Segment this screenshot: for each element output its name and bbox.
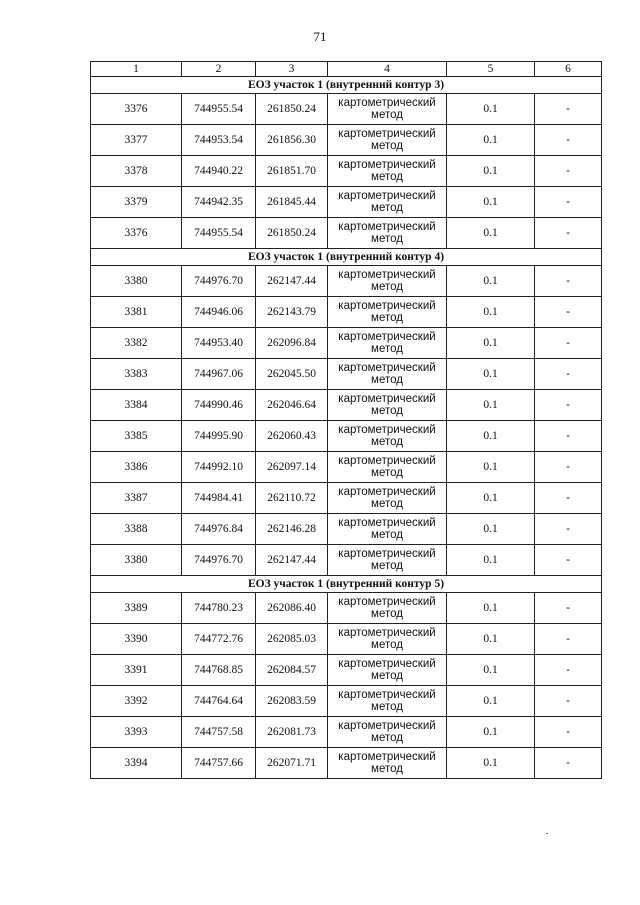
precision-cell: 0.1 <box>447 187 535 218</box>
note-cell: - <box>535 717 602 748</box>
section-title-row <box>91 576 602 593</box>
precision-cell: 0.1 <box>447 717 535 748</box>
point-number-cell: 3392 <box>91 686 182 717</box>
method-line: картометрический <box>338 331 436 343</box>
precision-cell: 0.1 <box>447 452 535 483</box>
x-coordinate-cell: 744942.35 <box>182 187 256 218</box>
x-coordinate-cell: 744953.40 <box>182 328 256 359</box>
y-coordinate-cell: 261856.30 <box>256 125 328 156</box>
method-cell <box>328 514 447 545</box>
method-cell <box>328 655 447 686</box>
precision-cell: 0.1 <box>447 125 535 156</box>
precision-cell: 0.1 <box>447 686 535 717</box>
method-line: картометрический <box>338 362 436 374</box>
y-coordinate-cell: 262071.71 <box>256 748 328 779</box>
point-number-cell: 3389 <box>91 593 182 624</box>
x-coordinate-cell: 744946.06 <box>182 297 256 328</box>
note-cell: - <box>535 156 602 187</box>
y-coordinate-cell: 261850.24 <box>256 94 328 125</box>
precision-cell: 0.1 <box>447 156 535 187</box>
table-row <box>91 390 602 421</box>
precision-cell: 0.1 <box>447 748 535 779</box>
note-cell: - <box>535 514 602 545</box>
y-coordinate-cell: 262085.03 <box>256 624 328 655</box>
note-cell: - <box>535 748 602 779</box>
method-cell <box>328 328 447 359</box>
method-line: картометрический <box>338 128 436 140</box>
point-number-cell: 3384 <box>91 390 182 421</box>
method-line: метод <box>371 405 403 417</box>
table-row <box>91 218 602 249</box>
x-coordinate-cell: 744757.66 <box>182 748 256 779</box>
y-coordinate-cell: 262081.73 <box>256 717 328 748</box>
point-number-cell: 3381 <box>91 297 182 328</box>
method-line: картометрический <box>338 97 436 109</box>
method-cell <box>328 297 447 328</box>
method-line: метод <box>371 281 403 293</box>
method-line: картометрический <box>338 455 436 467</box>
table-row <box>91 624 602 655</box>
table-row <box>91 655 602 686</box>
x-coordinate-cell: 744976.84 <box>182 514 256 545</box>
scan-speck <box>546 833 548 834</box>
note-cell: - <box>535 624 602 655</box>
header-cell: 1 <box>91 62 182 77</box>
table-row <box>91 297 602 328</box>
point-number-cell: 3379 <box>91 187 182 218</box>
point-number-cell: 3378 <box>91 156 182 187</box>
method-cell <box>328 125 447 156</box>
method-line: метод <box>371 140 403 152</box>
method-line: метод <box>371 171 403 183</box>
method-line: картометрический <box>338 658 436 670</box>
note-cell: - <box>535 125 602 156</box>
method-line: картометрический <box>338 159 436 171</box>
table-row <box>91 94 602 125</box>
section-title-row <box>91 249 602 266</box>
table-row <box>91 187 602 218</box>
method-line: метод <box>371 233 403 245</box>
precision-cell: 0.1 <box>447 390 535 421</box>
note-cell: - <box>535 545 602 576</box>
table-body <box>91 77 602 779</box>
y-coordinate-cell: 261851.70 <box>256 156 328 187</box>
method-cell <box>328 483 447 514</box>
note-cell: - <box>535 359 602 390</box>
note-cell: - <box>535 452 602 483</box>
header-cell: 3 <box>256 62 328 77</box>
method-line: метод <box>371 202 403 214</box>
point-number-cell: 3394 <box>91 748 182 779</box>
method-line: картометрический <box>338 269 436 281</box>
note-cell: - <box>535 297 602 328</box>
y-coordinate-cell: 261845.44 <box>256 187 328 218</box>
point-number-cell: 3388 <box>91 514 182 545</box>
table-row <box>91 748 602 779</box>
x-coordinate-cell: 744955.54 <box>182 94 256 125</box>
note-cell: - <box>535 328 602 359</box>
table-row <box>91 452 602 483</box>
method-line: метод <box>371 467 403 479</box>
y-coordinate-cell: 262046.64 <box>256 390 328 421</box>
method-cell <box>328 266 447 297</box>
x-coordinate-cell: 744992.10 <box>182 452 256 483</box>
method-cell <box>328 421 447 452</box>
header-row <box>91 62 602 77</box>
method-line: метод <box>371 312 403 324</box>
method-line: картометрический <box>338 190 436 202</box>
precision-cell: 0.1 <box>447 421 535 452</box>
method-line: картометрический <box>338 300 436 312</box>
table-row <box>91 125 602 156</box>
x-coordinate-cell: 744995.90 <box>182 421 256 452</box>
method-line: картометрический <box>338 689 436 701</box>
precision-cell: 0.1 <box>447 328 535 359</box>
point-number-cell: 3386 <box>91 452 182 483</box>
x-coordinate-cell: 744990.46 <box>182 390 256 421</box>
table-row <box>91 514 602 545</box>
table-row <box>91 545 602 576</box>
page-number: 71 <box>313 29 327 44</box>
note-cell: - <box>535 187 602 218</box>
precision-cell: 0.1 <box>447 359 535 390</box>
note-cell: - <box>535 266 602 297</box>
x-coordinate-cell: 744757.58 <box>182 717 256 748</box>
note-cell: - <box>535 390 602 421</box>
y-coordinate-cell: 262083.59 <box>256 686 328 717</box>
precision-cell: 0.1 <box>447 218 535 249</box>
y-coordinate-cell: 262143.79 <box>256 297 328 328</box>
precision-cell: 0.1 <box>447 655 535 686</box>
y-coordinate-cell: 262146.28 <box>256 514 328 545</box>
method-line: картометрический <box>338 424 436 436</box>
method-line: картометрический <box>338 596 436 608</box>
header-cell: 6 <box>535 62 602 77</box>
precision-cell: 0.1 <box>447 483 535 514</box>
point-number-cell: 3391 <box>91 655 182 686</box>
note-cell: - <box>535 218 602 249</box>
method-cell <box>328 545 447 576</box>
method-cell <box>328 593 447 624</box>
method-line: картометрический <box>338 486 436 498</box>
point-number-cell: 3380 <box>91 545 182 576</box>
point-number-cell: 3377 <box>91 125 182 156</box>
method-cell <box>328 624 447 655</box>
method-cell <box>328 748 447 779</box>
header-cell: 2 <box>182 62 256 77</box>
x-coordinate-cell: 744984.41 <box>182 483 256 514</box>
header-cell: 4 <box>328 62 447 77</box>
precision-cell: 0.1 <box>447 297 535 328</box>
table-row <box>91 266 602 297</box>
precision-cell: 0.1 <box>447 266 535 297</box>
coordinates-table <box>90 61 602 779</box>
method-line: метод <box>371 109 403 121</box>
method-line: картометрический <box>338 548 436 560</box>
table-row <box>91 421 602 452</box>
y-coordinate-cell: 262097.14 <box>256 452 328 483</box>
point-number-cell: 3385 <box>91 421 182 452</box>
method-line: метод <box>371 529 403 541</box>
y-coordinate-cell: 262084.57 <box>256 655 328 686</box>
method-cell <box>328 94 447 125</box>
method-line: метод <box>371 436 403 448</box>
method-line: картометрический <box>338 221 436 233</box>
method-cell <box>328 359 447 390</box>
y-coordinate-cell: 262045.50 <box>256 359 328 390</box>
y-coordinate-cell: 262086.40 <box>256 593 328 624</box>
x-coordinate-cell: 744976.70 <box>182 266 256 297</box>
point-number-cell: 3382 <box>91 328 182 359</box>
method-line: метод <box>371 343 403 355</box>
method-cell <box>328 218 447 249</box>
method-line: метод <box>371 560 403 572</box>
precision-cell: 0.1 <box>447 514 535 545</box>
method-line: картометрический <box>338 393 436 405</box>
header-cell: 5 <box>447 62 535 77</box>
section-title-row <box>91 77 602 94</box>
note-cell: - <box>535 655 602 686</box>
x-coordinate-cell: 744764.64 <box>182 686 256 717</box>
method-cell <box>328 390 447 421</box>
y-coordinate-cell: 262096.84 <box>256 328 328 359</box>
method-line: картометрический <box>338 517 436 529</box>
y-coordinate-cell: 261850.24 <box>256 218 328 249</box>
method-line: метод <box>371 670 403 682</box>
method-cell <box>328 686 447 717</box>
method-line: метод <box>371 374 403 386</box>
method-cell <box>328 156 447 187</box>
point-number-cell: 3387 <box>91 483 182 514</box>
point-number-cell: 3383 <box>91 359 182 390</box>
method-cell <box>328 452 447 483</box>
table-row <box>91 686 602 717</box>
note-cell: - <box>535 686 602 717</box>
method-line: картометрический <box>338 751 436 763</box>
x-coordinate-cell: 744768.85 <box>182 655 256 686</box>
method-line: метод <box>371 608 403 620</box>
point-number-cell: 3376 <box>91 94 182 125</box>
point-number-cell: 3390 <box>91 624 182 655</box>
point-number-cell: 3393 <box>91 717 182 748</box>
note-cell: - <box>535 94 602 125</box>
method-line: картометрический <box>338 627 436 639</box>
x-coordinate-cell: 744772.76 <box>182 624 256 655</box>
method-line: метод <box>371 498 403 510</box>
x-coordinate-cell: 744940.22 <box>182 156 256 187</box>
table-row <box>91 156 602 187</box>
section-title: ЕОЗ участок 1 (внутренний контур 5) <box>91 576 602 593</box>
x-coordinate-cell: 744953.54 <box>182 125 256 156</box>
precision-cell: 0.1 <box>447 545 535 576</box>
y-coordinate-cell: 262110.72 <box>256 483 328 514</box>
y-coordinate-cell: 262147.44 <box>256 545 328 576</box>
x-coordinate-cell: 744955.54 <box>182 218 256 249</box>
note-cell: - <box>535 421 602 452</box>
x-coordinate-cell: 744967.06 <box>182 359 256 390</box>
table-row <box>91 717 602 748</box>
y-coordinate-cell: 262147.44 <box>256 266 328 297</box>
method-line: метод <box>371 732 403 744</box>
method-line: метод <box>371 763 403 775</box>
method-cell <box>328 187 447 218</box>
x-coordinate-cell: 744780.23 <box>182 593 256 624</box>
method-line: метод <box>371 701 403 713</box>
x-coordinate-cell: 744976.70 <box>182 545 256 576</box>
method-cell <box>328 717 447 748</box>
precision-cell: 0.1 <box>447 94 535 125</box>
table-row <box>91 593 602 624</box>
method-line: метод <box>371 639 403 651</box>
note-cell: - <box>535 483 602 514</box>
section-title: ЕОЗ участок 1 (внутренний контур 3) <box>91 77 602 94</box>
table-row <box>91 359 602 390</box>
precision-cell: 0.1 <box>447 593 535 624</box>
section-title: ЕОЗ участок 1 (внутренний контур 4) <box>91 249 602 266</box>
precision-cell: 0.1 <box>447 624 535 655</box>
note-cell: - <box>535 593 602 624</box>
table-row <box>91 328 602 359</box>
method-line: картометрический <box>338 720 436 732</box>
table-row <box>91 483 602 514</box>
point-number-cell: 3376 <box>91 218 182 249</box>
y-coordinate-cell: 262060.43 <box>256 421 328 452</box>
point-number-cell: 3380 <box>91 266 182 297</box>
